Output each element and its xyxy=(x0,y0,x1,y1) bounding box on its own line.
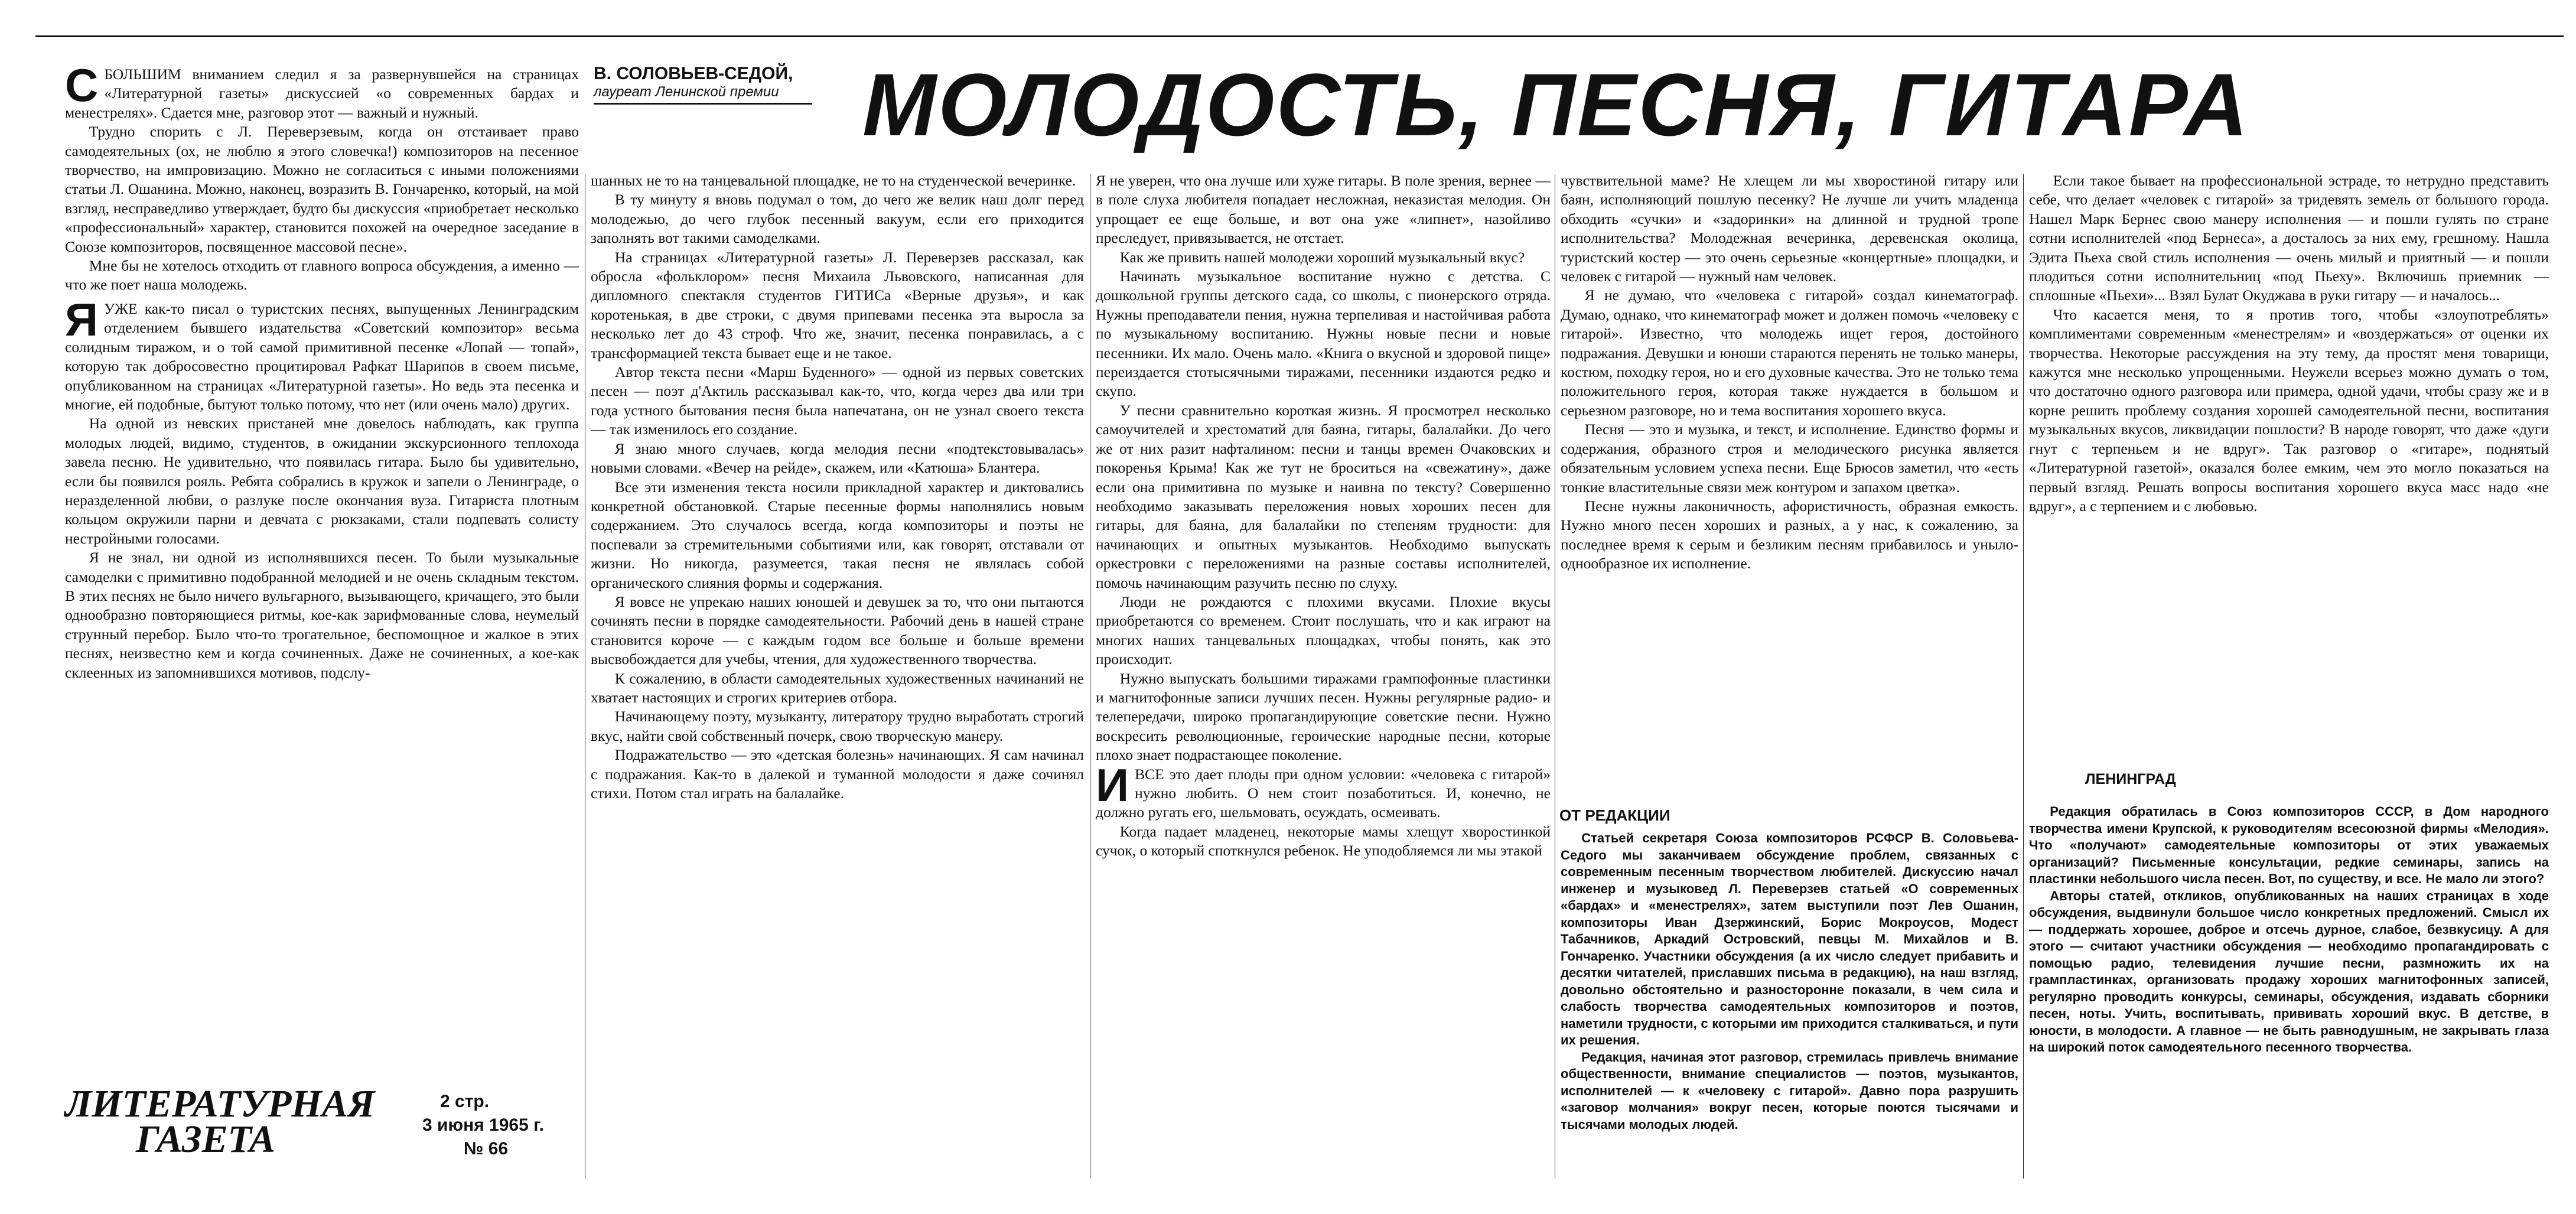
issue-info xyxy=(422,1090,546,1161)
paragraph: Авторы статей, откликов, опубликованных на наших страницах в ходе обсуждения, выдвинули большое число конкретных предложений. Смысл их — поддержать хорошее, доброе и отсечь дурное, слабое, безвкусицу. А для этого — считают участники обсуждения — необходимо пропагандировать с помощью радио, телевидения лучшие песни, размножить их на грампластинках, организовать продажу хороших магнитофонных записей, регулярно проводить конкурсы, семинары, обсуждения, издавать сборники песен, ноты. Учить, воспитывать, прививать хороший вкус. В детстве, в юности, в молодости. А главное — не быть равнодушным, не закрывать глаза на широкий поток самодеятельного песенного творчества. xyxy=(2029,888,2549,1054)
editorial-column-1 xyxy=(1561,830,2018,1182)
paragraph: Нужно выпускать большими тиражами грампофонные пластинки и магнитофонные записи лучших песен. Нужны регулярные радио- и телепередачи, широко пропагандирующие советские песни. Нужно воскресить революционные, героические народные песни, которые плохо знает подрастающее поколение. xyxy=(1096,669,1551,764)
paragraph: Я не уверен, что она лучше или хуже гитары. В поле зрения, вернее — в поле слуха любителя попадает несложная, неказистая мелодия. Он упрощает ее еще больше, и вот она уже «липнет», назойливо преследует, привязывается, не отстает. xyxy=(1096,172,1551,247)
top-rule xyxy=(35,35,2564,37)
page-number: 2 стр. xyxy=(440,1092,490,1111)
article-column-5 xyxy=(2029,171,2549,768)
article-column-1 xyxy=(65,65,579,1081)
paragraph: Начинающему поэту, музыканту, литератору трудно выработать строгий вкус, найти свой собственный почерк, свою творческую манеру. xyxy=(591,708,1084,744)
author-title: лауреат Ленинской премии xyxy=(594,84,812,105)
paragraph: Редакция, начиная этот разговор, стремилась привлечь внимание общественности, внимание специалистов — поэтов, музыкантов, исполнителей — к «человеку с гитарой». Давно пора разрушить «заговор молчания» вокруг песен, которые поются тысячами и тысячами молодых людей. xyxy=(1561,1049,2018,1132)
drop-cap: С xyxy=(65,65,99,111)
issue-number: № 66 xyxy=(464,1139,509,1158)
masthead-line-2: ГАЗЕТА xyxy=(136,1118,275,1161)
paragraph: Я знаю много случаев, когда мелодия песни «подтекстовывалась» новыми словами. «Вечер на рейде», скажем, или «Катюша» Блантера. xyxy=(591,440,1084,477)
headline: МОЛОДОСТЬ, ПЕСНЯ, ГИТАРА xyxy=(862,55,2250,154)
paragraph: Статьей секретаря Союза композиторов РСФСР В. Соловьева-Седого мы заканчиваем обсуждение проблем, связанных с современным песенным творчеством любителей. Дискуссию начал инженер и музыковед Л. Переверзев статьей «О современных «бардах» и «менестрелях», затем выступили поэт Лев Ошанин, композиторы Иван Дзержинский, Борис Мокроусов, Модест Табачников, Аркадий Островский, певцы М. Михайлов и В. Гончаренко. Участники обсуждения (а их число следует прибавить и десятки читателей, приславших письма в редакцию), на наш взгляд, довольно обстоятельно и разносторонне показали, в чем сила и слабость творчества самодеятельных композиторов и поэтов, наметили трудности, с которыми им приходится сталкиваться, и пути их решения. xyxy=(1561,831,2018,1047)
paragraph: Автор текста песни «Марш Буденного» — одной из первых советских песен — поэт д'Актиль рассказывал как-то, что, когда через два или три года устного бытования песня была напечатана, он не узнал своего текста — так изменилось его создание. xyxy=(591,363,1084,438)
paragraph: Мне бы не хотелось отходить от главного вопроса обсуждения, а именно — что же поет наша молодежь. xyxy=(65,257,579,294)
paragraph: В ту минуту я вновь подумал о том, до чего же велик наш долг перед молодежью, до чего глубок песенный вакуум, если его приходится заполнять вот такими самоделками. xyxy=(591,191,1084,247)
paragraph: Я не знал, ни одной из исполнявшихся песен. То были музыкальные самоделки с примитивно подобранной мелодией и не очень складным текстом. В этих песнях не было ничего вульгарного, вызывающего, кричащего, это были однообразно повторяющиеся ритмы, кое-как зарифмованные слова, неумелый струнный перебор. Было что-то трогательное, беспомощное и жалкое в этих песнях, неизвестно кем и когда сочиненных. Даже не сочиненных, а кое-как склеенных из запомнившихся мотивов, подслу- xyxy=(65,549,579,681)
masthead-line-1: ЛИТЕРАТУРНАЯ xyxy=(65,1082,375,1125)
paragraph: Трудно спорить с Л. Переверзевым, когда он отстаивает право самодеятельных (ох, не люблю я этого словечка!) композиторов на песенное творчество, на импровизацию. Можно не согласиться с иными положениями статьи Л. Ошанина. Можно, наконец, возразить В. Гончаренко, который, на мой взгляд, несправедливо утверждает, будто бы дискуссия «приобретает несколько «профессиональный» характер, становится похожей на очередное заседание в Союзе композиторов, посвященное массовой песне». xyxy=(65,123,579,255)
paragraph: Начинать музыкальное воспитание нужно с детства. С дошкольной группы детского сада, со школы, с пионерского отряда. Нужны преподаватели пения, нужна терпеливая и настойчивая работа по музыкальному воспитанию. Нужны новые песни и новые песенники. Их мало. Очень мало. «Книга о вкусной и здоровой пище» переиздается стотысячными тиражами, песенники издаются редко и скупо. xyxy=(1096,268,1551,400)
paragraph: Я не думаю, что «человека с гитарой» создал кинематограф. Думаю, однако, что кинематограф может и должен помочь «человеку с гитарой». Известно, что молодежь ищет героя, достойного подражания. Девушки и юноши стараются перенять не только манеры, костюм, походку героя, но и его духовные качества. Это не только тема положительного героя, которая также нуждается в большом и серьезном разговоре, но и тема воспитания хорошего вкуса. xyxy=(1561,287,2018,419)
paragraph: Если такое бывает на профессиональной эстраде, то нетрудно представить себе, что делает «человек с гитарой» за тридевять земель от большого города. Нашел Марк Бернес свою манеру исполнения — и пошли гулять по стране сотни исполнителей «под Бернеса», а досталось за них ему, грешному. Нашла Эдита Пьеха свой стиль исполнения — очень милый и приятный — и пошли плодиться сотни исполнительниц «под Пьеху». Включишь приемник — сплошные «Пьехи»... Взял Булат Окуджава в руки гитару — и началось... xyxy=(2029,172,2549,304)
paragraph: К сожалению, в области самодеятельных художественных начинаний не хватает настоящих и строгих критериев отбора. xyxy=(591,669,1084,706)
author-name: В. СОЛОВЬЕВ-СЕДОЙ, xyxy=(594,64,793,83)
dateline-city: ЛЕНИНГРАД xyxy=(2085,771,2176,787)
paragraph: шанных не то на танцевальной площадке, не то на студенческой вечеринке. xyxy=(591,172,1076,189)
byline xyxy=(594,64,812,105)
editorial-column-2 xyxy=(2029,803,2549,1182)
paragraph: На страницах «Литературной газеты» Л. Переверзев рассказал, как обросла «фольклором» песня Михаила Львовского, написанная для дипломного спектакля студентов ГИТИСа «Верные друзья», и как коротенькая, в две строки, с двумя припевами песенка эта выросла за несколько лет до 43 строф. Что же, значит, песенка понравилась, а с трансформацией текста бывает еще и не такое. xyxy=(591,248,1084,362)
paragraph: СБОЛЬШИМ вниманием следил я за развернувшейся на страницах «Литературной газеты» дискуссией «о современных бардах и менестрелях». Сдается мне, разговор этот — важный и нужный. xyxy=(65,65,579,121)
article-column-3 xyxy=(1096,171,1551,1182)
column-rule xyxy=(2023,174,2024,1179)
paragraph: чувствительной маме? Не хлещем ли мы хворостиной гитару или баян, исполняющий пошлую песенку? Не лучше ли учить младенца обходить «сучки» и «задоринки» на длинной и трудной тропе исполнительства? Молодежная вечеринка, деревенская околица, туристский костер — это очень серьезные «концертные» площадки, и человек с гитарой — нужный нам человек. xyxy=(1561,172,2018,285)
paragraph: Когда падает младенец, некоторые мамы хлещут хворостинкой сучок, о который споткнулся ребенок. Не уподобляемся ли мы этакой xyxy=(1096,822,1551,860)
paragraph: Как же привить нашей молодежи хороший музыкальный вкус? xyxy=(1119,248,1525,266)
paragraph: Редакция обратилась в Союз композиторов СССР, в Дом народного творчества имени Крупской, к руководителям всесоюзной фирмы «Мелодия». Что «получают» самодеятельные композиторы от этих уважаемых организаций? Письменные консультации, редкие семинары, запись на пластинки небольшого числа песен. Вот, по существу, и все. Не мало ли этого? xyxy=(2029,804,2549,886)
paragraph: Песня — это и музыка, и текст, и исполнение. Единство формы и содержания, образного строя и мелодического рисунка является обязательным условием успеха песни. Еще Брюсов заметил, что «есть тонкие властительные связи меж контуром и запахом цветка». xyxy=(1561,421,2018,496)
paragraph: Все эти изменения текста носили прикладной характер и диктовались конкретной обстановкой. Старые песенные формы наполнялись новым содержанием. Это случалось всегда, когда композиторы и поэты не поспевали за стремительными событиями или, как говорят, отставали от жизни. Но никогда, разумеется, такая песня не являлась собой органического слияния формы и содержания. xyxy=(591,478,1084,591)
paragraph: Я вовсе не упрекаю наших юношей и девушек за то, что они пытаются сочинять песни в порядке самодеятельности. Рабочий день в нашей стране становится короче — с каждым годом все больше и больше времени высвобождается для учебы, чтения, для художественного творчества. xyxy=(591,593,1084,668)
paragraph: У песни сравнительно короткая жизнь. Я просмотрел несколько самоучителей и хрестоматий для баяна, гитары, балалайки. До чего же от них разит нафталином: песни и танцы времен Очаковских и покоренья Крыма! Как же тут не броситься на «свежатину», даже если она примитивна по музыке и наивна по тексту? Совершенно необходимо заказывать переложения новых хороших песен для гитары, для баяна, для балалайки по степеням трудности: для начинающих и опытных музыкантов. Необходимо выпускать оркестровки с переложениями на разные составы исполнителей, помочь начинающим разучить песню по слуху. xyxy=(1096,401,1551,591)
paragraph: Подражательство — это «детская болезнь» начинающих. Я сам начинал с подражания. Как-то в далекой и туманной молодости я даже сочинял стихи. Потом стал играть на балалайке. xyxy=(591,746,1084,802)
newspaper-masthead xyxy=(65,1082,419,1182)
article-column-2 xyxy=(591,171,1084,1182)
drop-cap: И xyxy=(1096,759,1129,811)
article-column-4 xyxy=(1561,171,2018,798)
drop-cap: Я xyxy=(65,293,99,346)
paragraph: Песне нужны лаконичность, афористичность, образная емкость. Нужно много песен хороших и разных, а у нас, к сожалению, за последнее время к серым и безликим песням прибавилось и уныло-однообразное их исполнение. xyxy=(1561,497,2018,572)
editorial-heading: ОТ РЕДАКЦИИ xyxy=(1559,806,1670,824)
paragraph: Что касается меня, то я против того, чтобы «злоупотреблять» комплиментами современным «менестрелям» и «воздержаться» от оценки их творчества. Некоторые рассуждения на эту тему, да простят меня товарищи, кажутся мне несколько упрощенными. Неужели всерьез можно думать о том, что достаточно одного разговора или примера, одной удачи, чтобы сразу же и в корне решить проблему создания хорошей самодеятельной песни, воспитания музыкальных вкусов, ликвидации пошлости? В народе говорят, что даже «дуги гнут с терпеньем и не вдруг». Так разговор о «гитаре», поднятый «Литературной газетой», оказался более емким, чем это могло показаться на первый взгляд. Решать вопросы воспитания хорошего вкуса масс надо «не вдруг», а с терпением и с любовью. xyxy=(2029,305,2549,515)
paragraph: ИВСЕ это дает плоды при одном условии: «человека с гитарой» нужно любить. О нем стоит позаботиться. И, конечно, не должно ругать его, шельмовать, осуждать, осмеивать. xyxy=(1096,759,1551,821)
issue-date: 3 июня 1965 г. xyxy=(422,1115,544,1135)
paragraph: ЯУЖЕ как-то писал о туристских песнях, выпущенных Ленинградским отделением бывшего издательства «Советский композитор» весьма солидным тиражом, и о той самой примитивной песенке «Лопай — топай», которую так добросовестно процитировал Рафкат Шарипов в своем письме, опубликованном на страницах «Литературной газеты». Но ведь эта песенка и многие, ей подобные, бытуют только потому, что нет (или очень мало) других. xyxy=(65,293,579,413)
paragraph: На одной из невских пристаней мне довелось наблюдать, как группа молодых людей, видимо, студентов, в ожидании экскурсионного теплохода завела песню. Не удивительно, что появилась гитара. Было бы удивительно, если бы появился рояль. Ребята собрались в кружок и запели о Ленинграде, о неразделенной любви, о разлуке после окончания вуза. Гитариста плотным кольцом окружили парни и девчата с рюкзаками, стали подпевать солисту нестройными голосами. xyxy=(65,415,579,547)
paragraph: Люди не рождаются с плохими вкусами. Плохие вкусы приобретаются со временем. Стоит послушать, что и как играют на многих наших танцевальных площадках, чтобы понять, как это происходит. xyxy=(1096,593,1551,668)
